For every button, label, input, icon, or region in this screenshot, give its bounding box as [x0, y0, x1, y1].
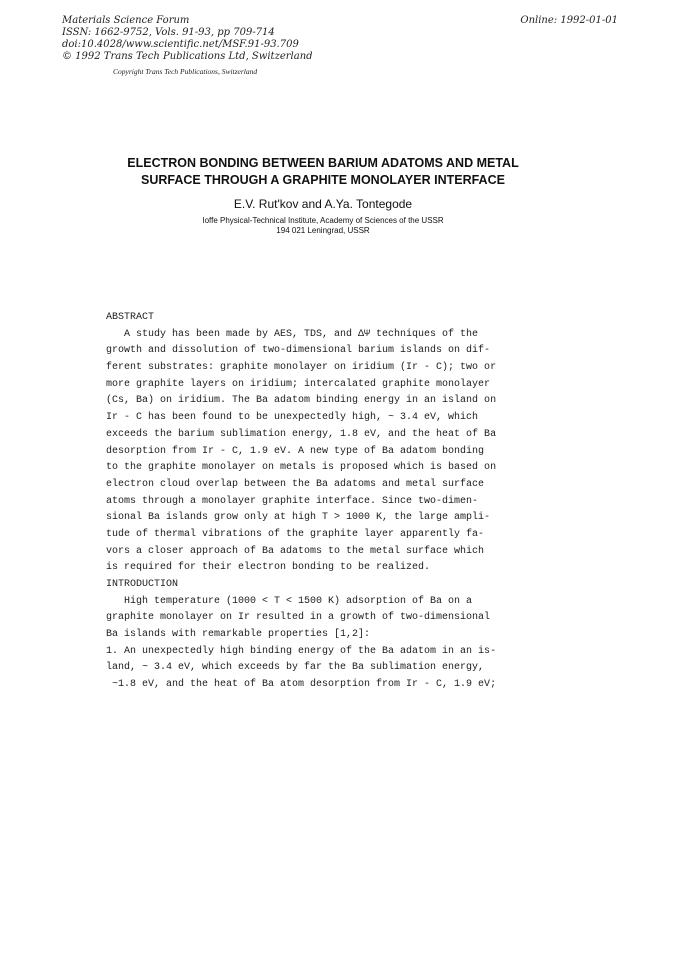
body-line: growth and dissolution of two-dimensional barium islands on dif- [106, 345, 491, 357]
copyright-notice: Copyright Trans Tech Publications, Switzerland [113, 67, 258, 76]
online-date: Online: 1992-01-01 [520, 15, 618, 26]
body-line: sional Ba islands grow only at high T > 1000 K, the large ampli- [106, 512, 491, 524]
body-line: to the graphite monolayer on metals is proposed which is based on [106, 462, 497, 474]
paper-authors: E.V. Rut'kov and A.Ya. Tontegode [233, 197, 413, 211]
body-line: Ba islands with remarkable properties [1,2]: [106, 629, 371, 641]
title-line: ELECTRON BONDING BETWEEN BARIUM ADATOMS AND METAL [127, 156, 519, 170]
body-line: (Cs, Ba) on iridium. The Ba adatom binding energy in an island on [106, 395, 497, 407]
section-heading-abstract: ABSTRACT [106, 312, 155, 323]
body-line: land, ~ 3.4 eV, which exceeds by far the Ba sublimation energy, [106, 662, 485, 674]
body-line: A study has been made by AES, TDS, and ΔΨ techniques of the [106, 328, 479, 340]
journal-issn: ISSN: 1662-9752, Vols. 91-93, pp 709-714 [62, 27, 275, 38]
body-line: High temperature (1000 < T < 1500 K) adsorption of Ba on a [106, 595, 473, 607]
body-line: graphite monolayer on Ir resulted in a growth of two-dimensional [106, 612, 491, 624]
body-line: vors a closer approach of Ba adatoms to the metal surface which [106, 545, 485, 557]
body-line: Ir - C has been found to be unexpectedly high, ~ 3.4 eV, which [106, 412, 479, 424]
body-line: electron cloud overlap between the Ba adatoms and metal surface [106, 478, 485, 490]
journal-copyright: © 1992 Trans Tech Publications Ltd, Switzerland [62, 51, 313, 62]
body-line: tude of thermal vibrations of the graphite layer apparently fa- [106, 528, 485, 540]
title-line: SURFACE THROUGH A GRAPHITE MONOLAYER INTERFACE [141, 173, 505, 187]
journal-name: Materials Science Forum [62, 15, 190, 26]
journal-header [62, 15, 313, 63]
body-line: desorption from Ir - C, 1.9 eV. A new type of Ba adatom bonding [106, 445, 485, 457]
body-line: ~1.8 eV, and the heat of Ba atom desorption from Ir - C, 1.9 eV; [106, 679, 497, 691]
section-heading-introduction: INTRODUCTION [106, 579, 179, 590]
paper-title [0, 155, 646, 189]
affiliation-address: 194 021 Leningrad, USSR [276, 226, 370, 235]
body-line: is required for their electron bonding to be realized. [106, 562, 431, 574]
body-line: exceeds the barium sublimation energy, 1.8 eV, and the heat of Ba [106, 428, 497, 440]
affiliation-institute: Ioffe Physical-Technical Institute, Academy of Sciences of the USSR [202, 216, 444, 225]
body-line: 1. An unexpectedly high binding energy of the Ba adatom in an is- [106, 645, 497, 657]
body-line: more graphite layers on iridium; intercalated graphite monolayer [106, 378, 491, 390]
body-line: ferent substrates: graphite monolayer on iridium (Ir - C); two or [106, 362, 497, 374]
journal-doi: doi:10.4028/www.scientific.net/MSF.91-93.709 [62, 39, 299, 50]
paper-body [106, 310, 546, 694]
body-line: atoms through a monolayer graphite interface. Since two-dimen- [106, 495, 479, 507]
author-affiliation [0, 216, 646, 236]
